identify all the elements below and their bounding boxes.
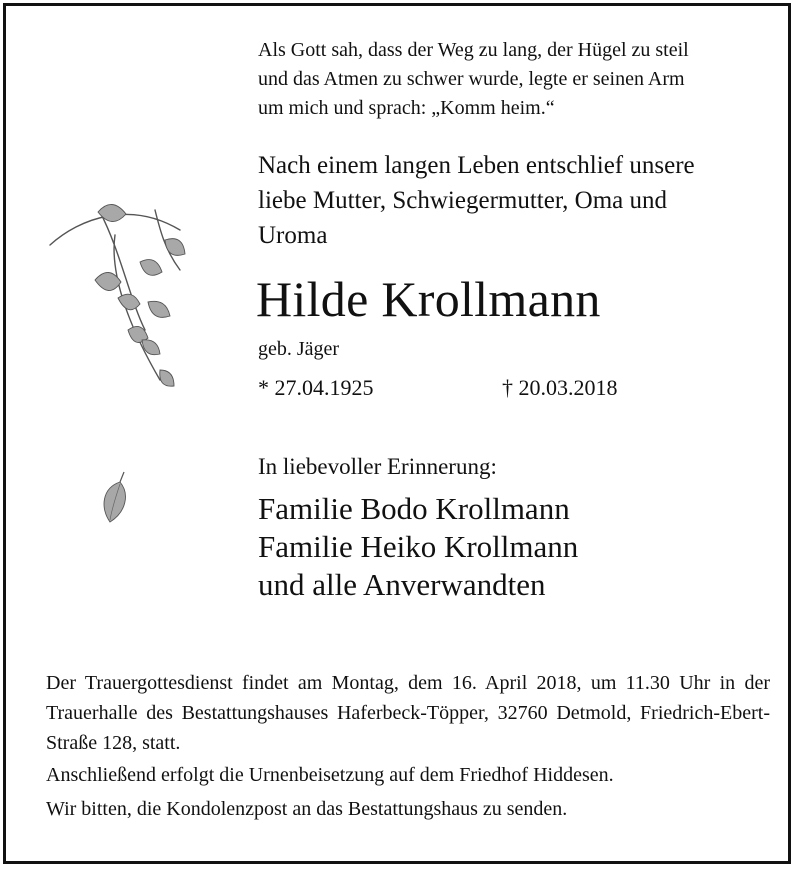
poem-line: um mich und sprach: „Komm heim.“ bbox=[258, 97, 555, 119]
maiden-name: geb. Jäger bbox=[258, 338, 340, 360]
intro-line: Nach einem langen Leben entschlief unsere bbox=[258, 152, 695, 179]
service-info bbox=[46, 668, 770, 758]
mourner-family: Familie Heiko Krollmann bbox=[258, 529, 579, 564]
notes bbox=[46, 760, 614, 824]
mourner-family: und alle Anverwandten bbox=[258, 567, 546, 602]
intro-line: liebe Mutter, Schwiegermutter, Oma und bbox=[258, 187, 667, 214]
falling-leaf-icon bbox=[96, 468, 136, 528]
mourners-list bbox=[258, 490, 578, 604]
poem-line: Als Gott sah, dass der Weg zu lang, der Hügel zu steil bbox=[258, 39, 689, 61]
deceased-name: Hilde Krollmann bbox=[256, 271, 601, 327]
mourner-family: Familie Bodo Krollmann bbox=[258, 491, 570, 526]
intro-line: Uroma bbox=[258, 222, 328, 249]
death-date: † 20.03.2018 bbox=[502, 375, 618, 400]
poem-line: und das Atmen zu schwer wurde, legte er seinen Arm bbox=[258, 68, 685, 90]
burial-note: Anschließend erfolgt die Urnenbeisetzung auf dem Friedhof Hiddesen. bbox=[46, 764, 614, 786]
condolence-note: Wir bitten, die Kondolenzpost an das Bestattungshaus zu senden. bbox=[46, 798, 568, 820]
service-paragraph: Der Trauergottesdienst findet am Montag, dem 16. April 2018, um 11.30 Uhr in der Trauerhalle des Bestattungshauses Haferbeck-Töpper, 32760 Detmold, Friedrich-Ebert-Straße 128, statt. bbox=[46, 672, 770, 754]
poem bbox=[258, 36, 689, 123]
birch-branch-icon bbox=[40, 190, 200, 420]
birth-date: * 27.04.1925 bbox=[258, 375, 374, 400]
intro-text bbox=[258, 148, 695, 253]
memory-heading: In liebevoller Erinnerung: bbox=[258, 454, 497, 479]
